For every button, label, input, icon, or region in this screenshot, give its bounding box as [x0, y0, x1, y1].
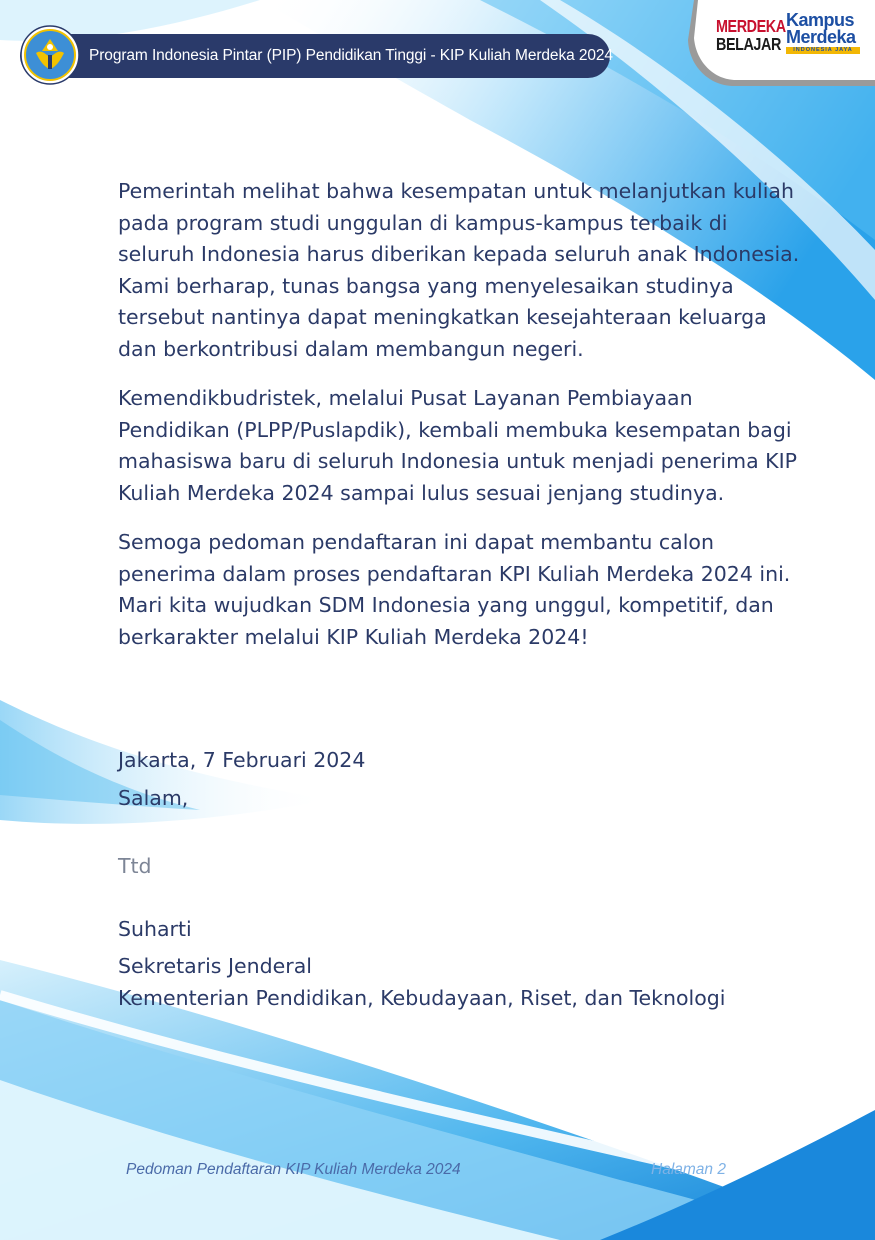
header-title: Program Indonesia Pintar (PIP) Pendidikan Tinggi - KIP Kuliah Merdeka 2024: [89, 47, 613, 64]
footer-page-number: Halaman 2: [651, 1161, 726, 1178]
letter-body: [118, 176, 808, 671]
merdeka-word-2: Merdeka: [786, 27, 856, 47]
kampus-word: Kampus: [786, 10, 855, 30]
place-date: Jakarta, 7 Februari 2024: [118, 748, 366, 772]
footer-doc-title: Pedoman Pendaftaran KIP Kuliah Merdeka 2024: [126, 1161, 461, 1178]
paragraph-2: Kemendikbudristek, melalui Pusat Layanan Pembiayaan Pendidikan (PLPP/Puslapdik), kembali membuka kesempatan bagi mahasiswa baru di seluruh Indonesia untuk menjadi penerima KIP Kuliah Merdeka 2024 sampai lulus sesuai jenjang studinya.: [118, 386, 798, 505]
signatory-position: Sekretaris Jenderal: [118, 954, 312, 978]
signatory-institution: Kementerian Pendidikan, Kebudayaan, Riset, dan Teknologi: [118, 986, 726, 1010]
merdeka-word: MERDEKA: [716, 16, 786, 36]
ttd-mark: Ttd: [118, 854, 152, 878]
header-bar: [20, 34, 613, 78]
tut-wuri-handayani-logo-icon: [20, 25, 80, 85]
merdeka-belajar-logo: [716, 17, 786, 53]
paragraph-1: Pemerintah melihat bahwa kesempatan untuk melanjutkan kuliah pada program studi unggulan di kampus-kampus terbaik di seluruh Indonesia harus diberikan kepada seluruh anak Indonesia. Kami berharap, tunas bangsa yang menyelesaikan studinya tersebut nantinya dapat meningkatkan kesejahteraan keluarga dan berkontribusi dalam membangun negeri.: [118, 179, 800, 361]
greeting: Salam,: [118, 786, 189, 810]
indonesia-jaya-tagline: INDONESIA JAYA: [786, 47, 860, 54]
signatory-name: Suharti: [118, 917, 192, 941]
paragraph-3: Semoga pedoman pendaftaran ini dapat membantu calon penerima dalam proses pendaftaran KPI Kuliah Merdeka 2024 ini. Mari kita wujudkan SDM Indonesia yang unggul, kompetitif, dan berkarakter melalui KIP Kuliah Merdeka 2024!: [118, 530, 791, 649]
kampus-merdeka-logo: [786, 12, 866, 54]
belajar-word: BELAJAR: [716, 34, 781, 54]
